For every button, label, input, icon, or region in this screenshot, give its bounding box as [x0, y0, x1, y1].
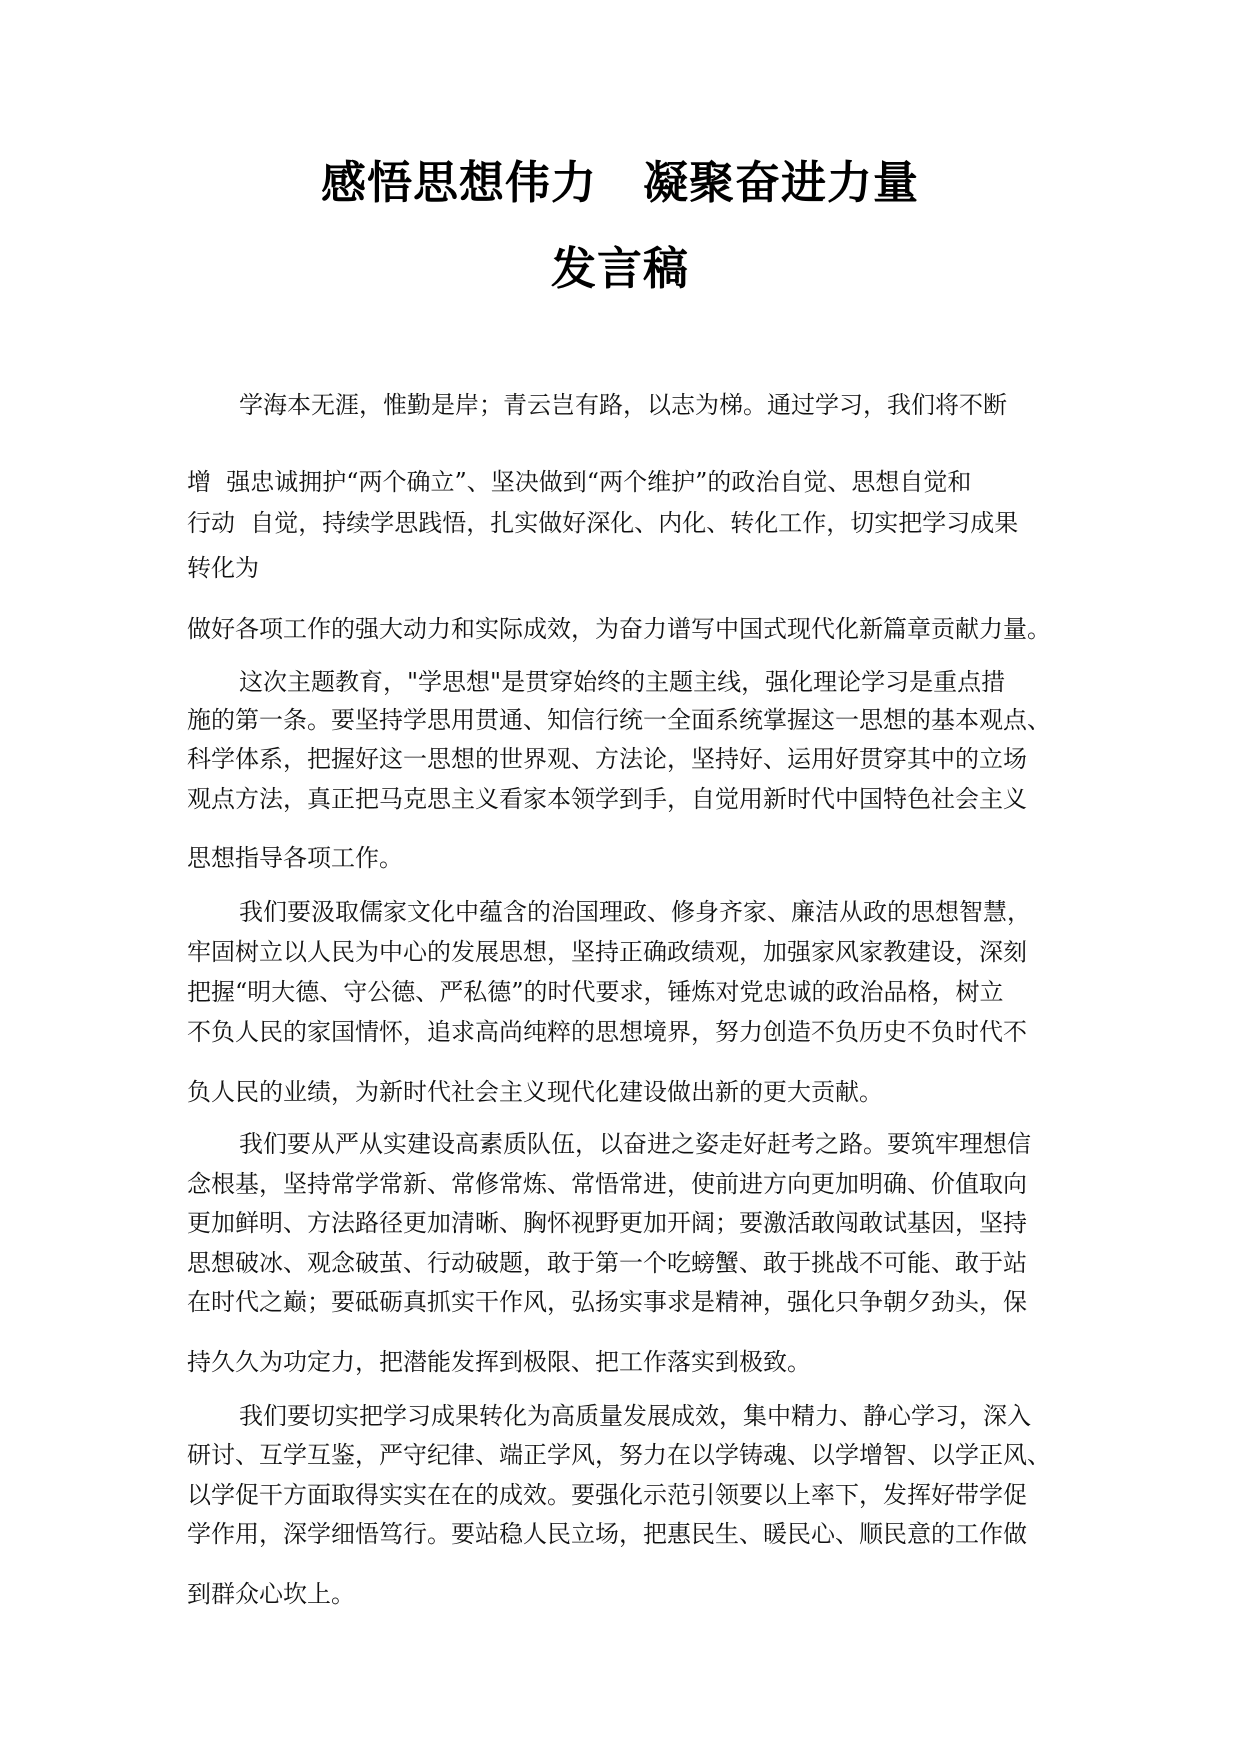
- body-line: 在时代之巅；要砥砺真抓实干作风，弘扬实事求是精神，强化只争朝夕劲头，保: [187, 1288, 1027, 1316]
- body-line: 行动 自觉，持续学思践悟，扎实做好深化、内化、转化工作，切实把学习成果: [187, 509, 1019, 537]
- body-line: 研讨、互学互鉴，严守纪律、端正学风，努力在以学铸魂、以学增智、以学正风、: [187, 1441, 1051, 1469]
- body-line: 增 强忠诚拥护“两个确立”、坚决做到“两个维护”的政治自觉、思想自觉和: [187, 468, 972, 496]
- body-line: 持久久为功定力，把潜能发挥到极限、把工作落实到极致。: [187, 1348, 811, 1376]
- body-line: 更加鲜明、方法路径更加清晰、胸怀视野更加开阔；要激活敢闯敢试基因，坚持: [187, 1209, 1027, 1237]
- body-line: 科学体系，把握好这一思想的世界观、方法论，坚持好、运用好贯穿其中的立场: [187, 745, 1027, 773]
- body-line: 以学促干方面取得实实在在的成效。要强化示范引领要以上率下，发挥好带学促: [187, 1481, 1027, 1509]
- body-line: 思想指导各项工作。: [187, 844, 403, 872]
- body-line: 牢固树立以人民为中心的发展思想，坚持正确政绩观，加强家风家教建设，深刻: [187, 938, 1027, 966]
- document-subtitle: 发言稿: [550, 242, 689, 295]
- body-line: 学海本无涯，惟勤是岸；青云岂有路，以志为梯。通过学习，我们将不断: [239, 391, 1007, 419]
- document-title: 感悟思想伟力 凝聚奋进力量: [320, 156, 919, 209]
- body-line: 观点方法，真正把马克思主义看家本领学到手，自觉用新时代中国特色社会主义: [187, 785, 1027, 813]
- body-line: 这次主题教育，"学思想"是贯穿始终的主题主线，强化理论学习是重点措: [239, 668, 1006, 696]
- body-line: 把握“明大德、守公德、严私德”的时代要求，锤炼对党忠诚的政治品格，树立: [187, 978, 1004, 1006]
- body-line: 我们要汲取儒家文化中蕴含的治国理政、修身齐家、廉洁从政的思想智慧，: [239, 898, 1031, 926]
- body-line: 负人民的业绩，为新时代社会主义现代化建设做出新的更大贡献。: [187, 1078, 883, 1106]
- body-line: 念根基，坚持常学常新、常修常炼、常悟常进，使前进方向更加明确、价值取向: [187, 1170, 1027, 1198]
- body-line: 我们要从严从实建设高素质队伍，以奋进之姿走好赶考之路。要筑牢理想信: [239, 1130, 1031, 1158]
- body-line: 做好各项工作的强大动力和实际成效，为奋力谱写中国式现代化新篇章贡献力量。: [187, 615, 1051, 643]
- body-line: 学作用，深学细悟笃行。要站稳人民立场，把惠民生、暖民心、顺民意的工作做: [187, 1520, 1027, 1548]
- body-line: 我们要切实把学习成果转化为高质量发展成效，集中精力、静心学习，深入: [239, 1402, 1031, 1430]
- body-line: 不负人民的家国情怀，追求高尚纯粹的思想境界，努力创造不负历史不负时代不: [187, 1018, 1027, 1046]
- body-line: 转化为: [187, 554, 259, 582]
- body-line: 施的第一条。要坚持学思用贯通、知信行统一全面系统掌握这一思想的基本观点、: [187, 706, 1051, 734]
- body-line: 到群众心坎上。: [187, 1580, 355, 1608]
- body-line: 思想破冰、观念破茧、行动破题，敢于第一个吃螃蟹、敢于挑战不可能、敢于站: [187, 1249, 1027, 1277]
